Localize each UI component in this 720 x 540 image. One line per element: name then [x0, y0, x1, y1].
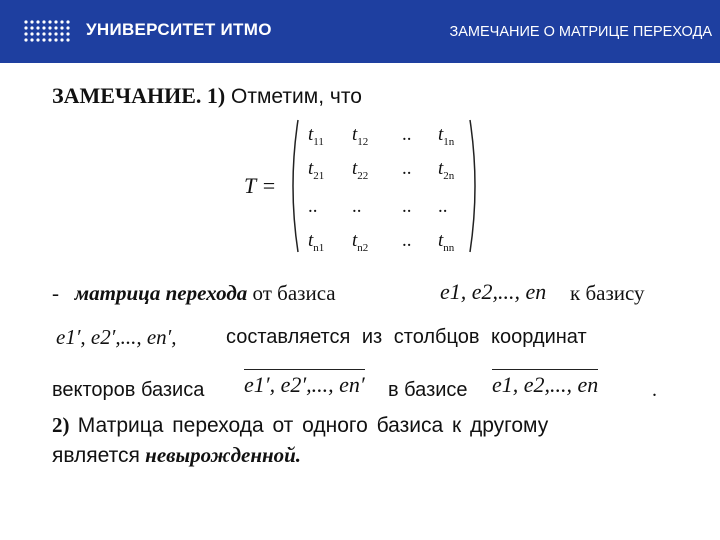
header-bar: [0, 0, 720, 63]
matrix-cell: $t_{nn}$: [438, 230, 455, 254]
line-2-text: составляется из столбцов координат: [226, 326, 587, 348]
matrix-cell: ..: [402, 158, 412, 179]
from-basis-text: от базиса: [252, 281, 336, 305]
slide-title: ЗАМЕЧАНИЕ О МАТРИЦЕ ПЕРЕХОДА: [449, 24, 712, 40]
slide-content: [0, 63, 720, 540]
line-3-text-2: в базисе: [388, 379, 468, 401]
point-2-text-2: является: [52, 444, 140, 467]
matrix-cell: $t_{11}$: [308, 124, 324, 148]
line-3-text-1: векторов базиса: [52, 379, 205, 401]
term-transition-matrix: матрица перехода: [74, 281, 248, 305]
remark-intro: [52, 83, 362, 109]
matrix-cell: $t_{n1}$: [308, 230, 325, 254]
matrix-cell: $t_{n2}$: [352, 230, 369, 254]
matrix-cell: ..: [352, 196, 362, 217]
remark-label: ЗАМЕЧАНИЕ. 1): [52, 83, 226, 108]
matrix-cell: ..: [308, 196, 318, 217]
term-nondegenerate: невырожденной.: [145, 443, 302, 467]
transition-matrix: [286, 116, 482, 256]
matrix-cell: $t_{12}$: [352, 124, 369, 148]
matrix-cell: $t_{22}$: [352, 158, 369, 182]
matrix-cell: $t_{1n}$: [438, 124, 455, 148]
line-3-end: .: [652, 379, 657, 401]
line-1: [52, 281, 336, 306]
matrix-cell: ..: [402, 124, 412, 145]
basis-e-prime: e1′, e2′,..., en′,: [56, 325, 177, 349]
equation-lhs: T =: [244, 173, 277, 198]
university-name: УНИВЕРСИТЕТ ИТМО: [86, 20, 272, 39]
matrix-cell: $t_{2n}$: [438, 158, 455, 182]
matrix-cell: ..: [402, 230, 412, 251]
to-basis-text: к базису: [570, 281, 645, 305]
basis-e-2: e1, e2,..., en: [492, 369, 598, 398]
point-2-num: 2): [52, 413, 70, 437]
matrix-cell: ..: [402, 196, 412, 217]
remark-intro-text: Отметим, что: [231, 85, 362, 108]
point-2-line-2: [52, 443, 301, 468]
matrix-cell: ..: [438, 196, 448, 217]
point-2-text: Матрица перехода от одного базиса к другому: [77, 414, 549, 437]
point-2-line-1: [52, 413, 548, 438]
basis-e: e1, e2,..., en: [440, 279, 547, 304]
itmo-logo-icon: [22, 18, 74, 46]
basis-e-prime-2: e1′, e2′,..., en′: [244, 369, 365, 398]
matrix-cell: $t_{21}$: [308, 158, 325, 182]
dash: -: [52, 281, 59, 305]
